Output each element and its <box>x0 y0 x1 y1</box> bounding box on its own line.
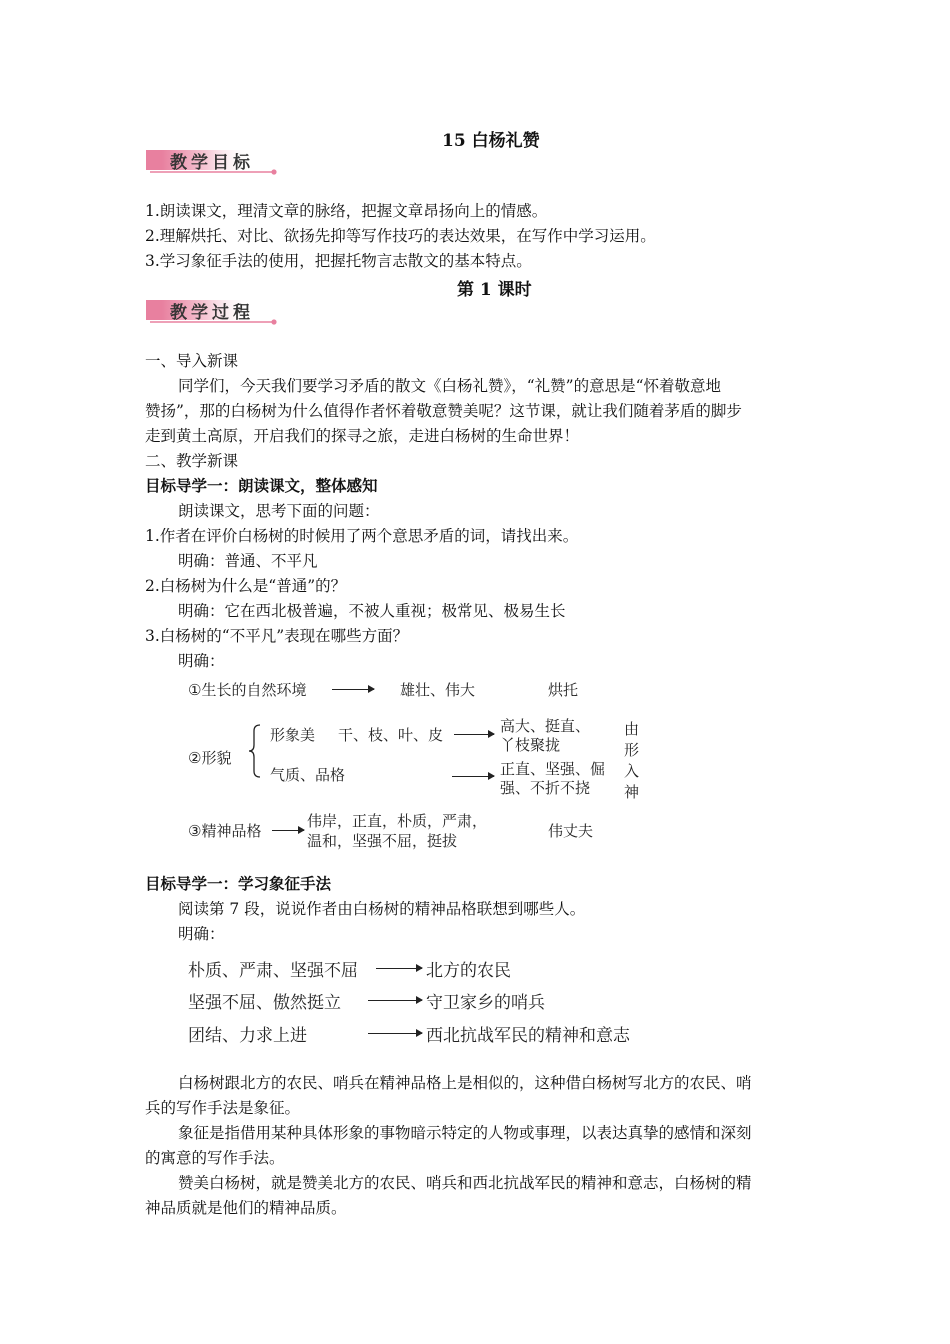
d2-right: 北方的农民 <box>426 961 511 981</box>
goal1-line: 朗读课文，思考下面的问题： <box>178 502 380 520</box>
intro-line-3: 走到黄土高原，开启我们的探寻之旅，走进白杨树的生命世界！ <box>145 427 580 445</box>
goal2-line: 明确： <box>178 925 225 943</box>
intro-heading: 一、导入新课 <box>145 352 239 370</box>
d1-branch2-result-b: 强、不折不挠 <box>500 779 591 797</box>
brace-icon <box>248 723 262 779</box>
d1-row3-mid-b: 温和，坚强不屈，挺拔 <box>307 832 458 850</box>
arrow-icon <box>454 734 494 735</box>
arrow-icon <box>376 968 422 969</box>
new-lesson-heading: 二、教学新课 <box>145 452 239 470</box>
d1-side-label <box>624 719 639 803</box>
goal1-line: 明确：它在西北极普遍，不被人重视；极常见、极易生长 <box>178 602 566 620</box>
page-title: 15 白杨礼赞 <box>442 131 540 151</box>
d1-row3-mid-a: 伟岸，正直，朴质，严肃， <box>307 812 488 830</box>
d1-row2-left: ②形貌 <box>188 749 232 767</box>
section-banner-process <box>144 296 279 326</box>
side-char: 入 <box>624 762 640 780</box>
d1-branch1-result-a: 高大、挺直、 <box>500 717 591 735</box>
closing-line: 的寓意的写作手法。 <box>145 1149 285 1167</box>
intro-line-2: 赞扬”，那的白杨树为什么值得作者怀着敬意赞美呢？这节课，就让我们随着茅盾的脚步 <box>145 402 742 420</box>
banner-process-label: 教学过程 <box>170 303 254 323</box>
d2-left: 坚强不屈、傲然挺立 <box>188 993 341 1013</box>
side-char: 由 <box>624 720 640 738</box>
intro-line-1: 同学们，今天我们要学习矛盾的散文《白杨礼赞》，“礼赞”的意思是“怀着敬意地 <box>178 377 722 395</box>
goal-item-1: 1.朗读课文，理清文章的脉络，把握文章昂扬向上的情感。 <box>145 202 548 220</box>
d1-branch1-label: 形象美 <box>270 726 316 744</box>
closing-line: 白杨树跟北方的农民、哨兵在精神品格上是相似的，这种借白杨树写北方的农民、哨 <box>178 1074 752 1092</box>
d1-row1-mid: 雄壮、伟大 <box>400 681 476 699</box>
goal1-line: 明确：普通、不平凡 <box>178 552 318 570</box>
goal1-line: 明确： <box>178 652 225 670</box>
goal1-line: 2.白杨树为什么是“普通”的？ <box>145 577 347 595</box>
closing-line: 兵的写作手法是象征。 <box>145 1099 301 1117</box>
d2-right: 西北抗战军民的精神和意志 <box>426 1026 630 1046</box>
side-char: 神 <box>624 783 640 801</box>
d1-branch2-label: 气质、品格 <box>270 766 346 784</box>
arrow-icon <box>368 1033 422 1034</box>
d1-row3-left: ③精神品格 <box>188 822 262 840</box>
arrow-icon <box>272 830 304 831</box>
d1-row1-left: ①生长的自然环境 <box>188 681 307 699</box>
closing-line: 象征是指借用某种具体形象的事物暗示特定的人物或事理，以表达真挚的感情和深刻 <box>178 1124 752 1142</box>
d1-branch2-result-a: 正直、坚强、倔 <box>500 760 606 778</box>
section-banner-goals <box>144 146 279 176</box>
side-char: 形 <box>624 741 640 759</box>
d2-left: 团结、力求上进 <box>188 1026 307 1046</box>
goal1-line: 3.白杨树的“不平凡”表现在哪些方面？ <box>145 627 409 645</box>
d1-branch1-items: 干、枝、叶、皮 <box>338 726 444 744</box>
d2-left: 朴质、严肃、坚强不屈 <box>188 961 358 981</box>
goal-item-3: 3.学习象征手法的使用，把握托物言志散文的基本特点。 <box>145 252 532 270</box>
lesson-title: 第 1 课时 <box>457 280 532 300</box>
arrow-icon <box>452 776 494 777</box>
closing-line: 神品质就是他们的精神品质。 <box>145 1199 347 1217</box>
goal-item-2: 2.理解烘托、对比、欲扬先抑等写作技巧的表达效果，在写作中学习运用。 <box>145 227 656 245</box>
banner-goals-label: 教学目标 <box>170 153 254 173</box>
arrow-icon <box>368 1000 422 1001</box>
d2-right: 守卫家乡的哨兵 <box>426 993 545 1013</box>
goal2-line: 阅读第 7 段，说说作者由白杨树的精神品格联想到哪些人。 <box>178 900 586 918</box>
d1-row1-right: 烘托 <box>548 681 579 699</box>
goal2-heading: 目标导学一：学习象征手法 <box>145 875 332 893</box>
d1-branch1-result-b: 丫枝聚拢 <box>500 736 561 754</box>
goal1-heading: 目标导学一：朗读课文，整体感知 <box>145 477 378 495</box>
goal1-line: 1.作者在评价白杨树的时候用了两个意思矛盾的词，请找出来。 <box>145 527 579 545</box>
closing-line: 赞美白杨树，就是赞美北方的农民、哨兵和西北抗战军民的精神和意志，白杨树的精 <box>178 1174 752 1192</box>
arrow-icon <box>332 689 374 690</box>
d1-row3-right: 伟丈夫 <box>548 822 594 840</box>
